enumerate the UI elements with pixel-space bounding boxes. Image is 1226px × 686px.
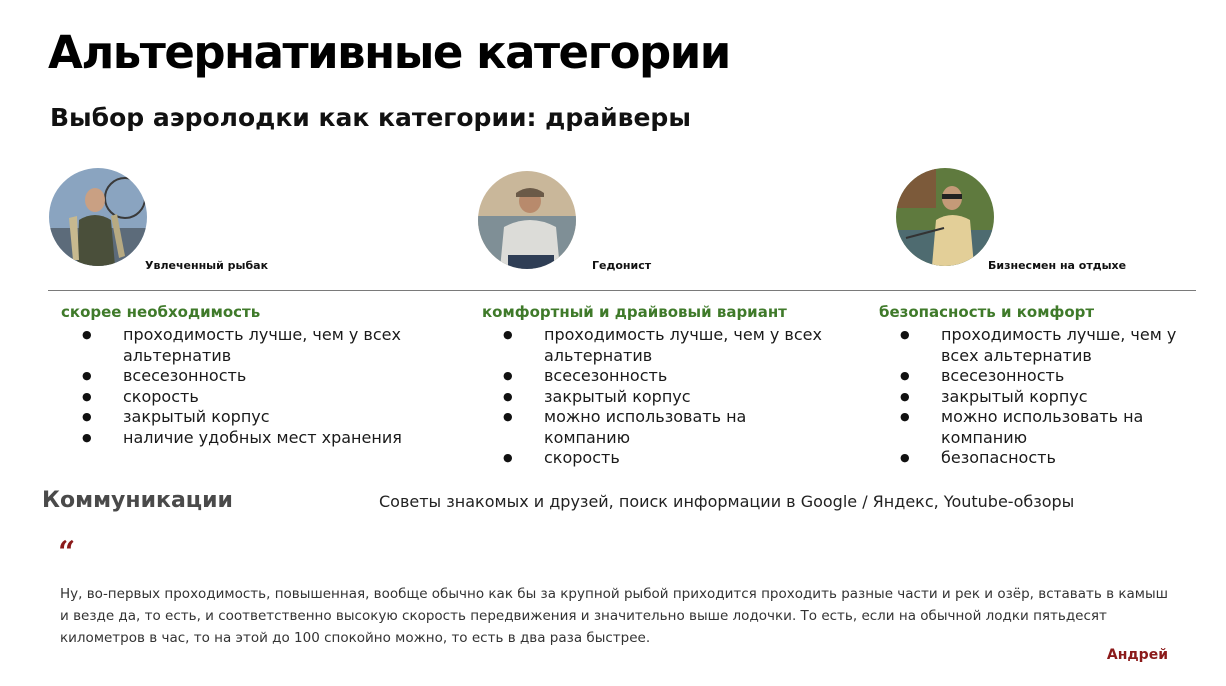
list-item: ● всесезонность bbox=[879, 366, 1197, 387]
driver-list bbox=[482, 325, 822, 469]
list-item: ● всесезонность bbox=[482, 366, 822, 387]
list-item: ● проходимость лучше, чем у всех альтернатив bbox=[482, 325, 822, 366]
persona-label-businessman: Бизнесмен на отдыхе bbox=[988, 259, 1127, 272]
column-heading: безопасность и комфорт bbox=[879, 303, 1095, 321]
slide-subtitle: Выбор аэролодки как категории: драйверы bbox=[50, 103, 691, 132]
quote-author: Андрей bbox=[1106, 647, 1168, 663]
persona-label-fisherman: Увлеченный рыбак bbox=[145, 259, 269, 272]
list-item: ● проходимость лучше, чем у всех альтернатив bbox=[61, 325, 441, 366]
list-item: ● можно использовать на компанию bbox=[879, 407, 1197, 448]
list-item: ● всесезонность bbox=[61, 366, 441, 387]
column-heading: скорее необходимость bbox=[61, 303, 261, 321]
list-item: ● можно использовать на компанию bbox=[482, 407, 822, 448]
persona-label-hedonist: Гедонист bbox=[592, 259, 652, 272]
communications-label: Коммуникации bbox=[42, 488, 233, 513]
slide-title: Альтернативные категории bbox=[48, 26, 730, 79]
driver-list bbox=[61, 325, 441, 448]
list-item: ● скорость bbox=[61, 387, 441, 408]
list-item: ● проходимость лучше, чем у всех альтернатив bbox=[879, 325, 1197, 366]
list-item: ● закрытый корпус bbox=[61, 407, 441, 428]
fisherman-photo bbox=[49, 168, 147, 266]
list-item: ● безопасность bbox=[879, 448, 1197, 469]
businessman-photo bbox=[896, 168, 994, 266]
hedonist-photo bbox=[478, 171, 576, 269]
column-heading: комфортный и драйвовый вариант bbox=[482, 303, 787, 321]
list-item: ● закрытый корпус bbox=[482, 387, 822, 408]
list-item: ● наличие удобных мест хранения bbox=[61, 428, 441, 449]
column-hedonist bbox=[482, 303, 822, 469]
section-divider bbox=[48, 290, 1196, 291]
communications-text: Советы знакомых и друзей, поиск информации в Google / Яндекс, Youtube-обзоры bbox=[379, 492, 1075, 511]
column-businessman bbox=[879, 303, 1197, 469]
driver-list bbox=[879, 325, 1197, 469]
list-item: ● скорость bbox=[482, 448, 822, 469]
quote-mark-icon: “ bbox=[58, 535, 76, 570]
quote-text: Ну, во-первых проходимость, повышенная, вообще обычно как бы за крупной рыбой приходится проходить разные части и рек и озёр, вставать в камыш и везде да, то есть, и соответственно высокую скорость передвижения и значительно выше лодочки. То есть, если на обычной лодки пятьдесят километров в час, то на этой до 100 спокойно можно, то есть в два раза быстрее. bbox=[60, 586, 1168, 646]
list-item: ● закрытый корпус bbox=[879, 387, 1197, 408]
column-fisherman bbox=[61, 303, 441, 448]
